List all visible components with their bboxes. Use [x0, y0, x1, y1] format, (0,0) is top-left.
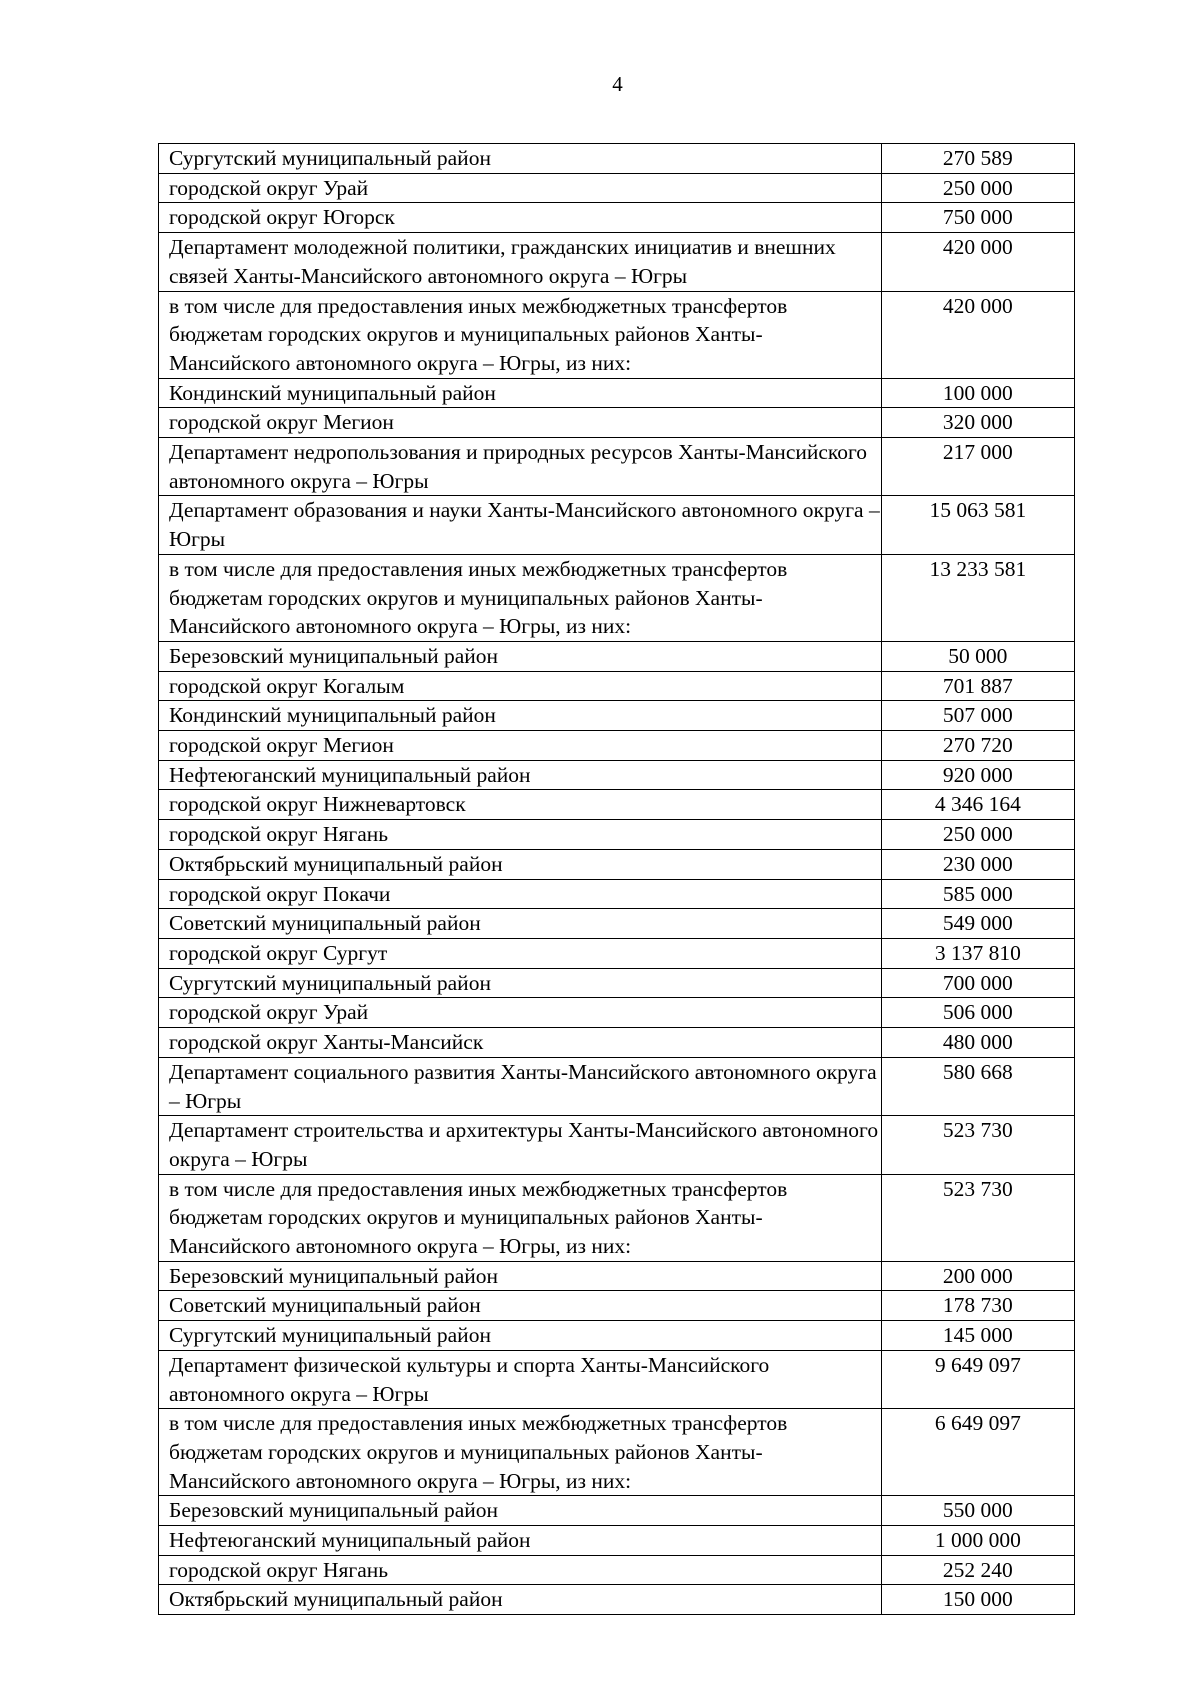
table-row [159, 1555, 1075, 1585]
amount-cell: 420 000 [881, 291, 1074, 378]
recipient-name-cell: городской округ Урай [159, 998, 882, 1028]
amount-cell: 585 000 [881, 879, 1074, 909]
amount-cell: 270 720 [881, 731, 1074, 761]
table-row [159, 938, 1075, 968]
amount-cell: 549 000 [881, 909, 1074, 939]
table-row [159, 144, 1075, 174]
amount-cell: 9 649 097 [881, 1350, 1074, 1408]
amount-cell: 252 240 [881, 1555, 1074, 1585]
table-row [159, 1526, 1075, 1556]
recipient-name-cell: городской округ Когалым [159, 671, 882, 701]
amount-cell: 217 000 [881, 438, 1074, 496]
amount-cell: 420 000 [881, 233, 1074, 291]
table-row [159, 438, 1075, 496]
recipient-name-cell: Департамент недропользования и природных ресурсов Ханты-Мансийского автономного округа – Югры [159, 438, 882, 496]
amount-cell: 1 000 000 [881, 1526, 1074, 1556]
recipient-name-cell: Департамент строительства и архитектуры Ханты-Мансийского автономного округа – Югры [159, 1116, 882, 1174]
amount-cell: 250 000 [881, 173, 1074, 203]
amount-cell: 178 730 [881, 1291, 1074, 1321]
table-row [159, 378, 1075, 408]
recipient-name-cell: Департамент молодежной политики, гражданских инициатив и внешних связей Ханты-Мансийского автономного округа – Югры [159, 233, 882, 291]
table-row [159, 203, 1075, 233]
table-row [159, 1409, 1075, 1496]
recipient-name-cell: Октябрьский муниципальный район [159, 849, 882, 879]
amount-cell: 523 730 [881, 1116, 1074, 1174]
recipient-name-cell: Нефтеюганский муниципальный район [159, 1526, 882, 1556]
table-row [159, 496, 1075, 554]
amount-cell: 145 000 [881, 1321, 1074, 1351]
amount-cell: 230 000 [881, 849, 1074, 879]
recipient-name-cell: городской округ Нижневартовск [159, 790, 882, 820]
recipient-name-cell: Департамент физической культуры и спорта Ханты-Мансийского автономного округа – Югры [159, 1350, 882, 1408]
budget-table [158, 143, 1075, 1615]
amount-cell: 700 000 [881, 968, 1074, 998]
table-row [159, 233, 1075, 291]
amount-cell: 507 000 [881, 701, 1074, 731]
recipient-name-cell: городской округ Урай [159, 173, 882, 203]
table-row [159, 1057, 1075, 1115]
table-row [159, 820, 1075, 850]
amount-cell: 250 000 [881, 820, 1074, 850]
recipient-name-cell: Департамент социального развития Ханты-Мансийского автономного округа – Югры [159, 1057, 882, 1115]
table-row [159, 879, 1075, 909]
table-row [159, 760, 1075, 790]
recipient-name-cell: городской округ Мегион [159, 731, 882, 761]
table-row [159, 1321, 1075, 1351]
amount-cell: 920 000 [881, 760, 1074, 790]
table-row [159, 408, 1075, 438]
amount-cell: 6 649 097 [881, 1409, 1074, 1496]
page-number: 4 [612, 72, 623, 96]
amount-cell: 4 346 164 [881, 790, 1074, 820]
recipient-name-cell: Советский муниципальный район [159, 909, 882, 939]
recipient-name-cell: городской округ Мегион [159, 408, 882, 438]
amount-cell: 150 000 [881, 1585, 1074, 1615]
recipient-name-cell: Сургутский муниципальный район [159, 144, 882, 174]
budget-table-body [159, 144, 1075, 1615]
recipient-name-cell: Сургутский муниципальный район [159, 1321, 882, 1351]
recipient-name-cell: Нефтеюганский муниципальный район [159, 760, 882, 790]
table-row [159, 1028, 1075, 1058]
amount-cell: 13 233 581 [881, 554, 1074, 641]
recipient-name-cell: городской округ Покачи [159, 879, 882, 909]
table-row [159, 1291, 1075, 1321]
table-row [159, 1116, 1075, 1174]
amount-cell: 523 730 [881, 1174, 1074, 1261]
table-row [159, 1496, 1075, 1526]
recipient-name-cell: Березовский муниципальный район [159, 1496, 882, 1526]
table-row [159, 998, 1075, 1028]
amount-cell: 50 000 [881, 641, 1074, 671]
amount-cell: 100 000 [881, 378, 1074, 408]
recipient-name-cell: в том числе для предоставления иных межбюджетных трансфертов бюджетам городских округов и муниципальных районов Ханты-Мансийского автономного округа – Югры, из них: [159, 1174, 882, 1261]
table-row [159, 291, 1075, 378]
amount-cell: 320 000 [881, 408, 1074, 438]
table-row [159, 731, 1075, 761]
amount-cell: 750 000 [881, 203, 1074, 233]
table-row [159, 968, 1075, 998]
table-row [159, 1350, 1075, 1408]
amount-cell: 506 000 [881, 998, 1074, 1028]
table-row [159, 641, 1075, 671]
amount-cell: 701 887 [881, 671, 1074, 701]
table-row [159, 701, 1075, 731]
table-row [159, 849, 1075, 879]
amount-cell: 200 000 [881, 1261, 1074, 1291]
table-row [159, 909, 1075, 939]
table-row [159, 671, 1075, 701]
recipient-name-cell: городской округ Нягань [159, 1555, 882, 1585]
table-row [159, 173, 1075, 203]
recipient-name-cell: в том числе для предоставления иных межбюджетных трансфертов бюджетам городских округов и муниципальных районов Ханты-Мансийского автономного округа – Югры, из них: [159, 554, 882, 641]
recipient-name-cell: в том числе для предоставления иных межбюджетных трансфертов бюджетам городских округов и муниципальных районов Ханты-Мансийского автономного округа – Югры, из них: [159, 291, 882, 378]
amount-cell: 580 668 [881, 1057, 1074, 1115]
table-row [159, 1585, 1075, 1615]
recipient-name-cell: Березовский муниципальный район [159, 1261, 882, 1291]
recipient-name-cell: Кондинский муниципальный район [159, 378, 882, 408]
recipient-name-cell: Департамент образования и науки Ханты-Мансийского автономного округа – Югры [159, 496, 882, 554]
table-row [159, 1174, 1075, 1261]
table-row [159, 1261, 1075, 1291]
recipient-name-cell: Сургутский муниципальный район [159, 968, 882, 998]
recipient-name-cell: городской округ Сургут [159, 938, 882, 968]
amount-cell: 270 589 [881, 144, 1074, 174]
amount-cell: 550 000 [881, 1496, 1074, 1526]
amount-cell: 3 137 810 [881, 938, 1074, 968]
table-row [159, 790, 1075, 820]
recipient-name-cell: Кондинский муниципальный район [159, 701, 882, 731]
recipient-name-cell: в том числе для предоставления иных межбюджетных трансфертов бюджетам городских округов и муниципальных районов Ханты-Мансийского автономного округа – Югры, из них: [159, 1409, 882, 1496]
table-row [159, 554, 1075, 641]
recipient-name-cell: Октябрьский муниципальный район [159, 1585, 882, 1615]
recipient-name-cell: городской округ Ханты-Мансийск [159, 1028, 882, 1058]
amount-cell: 480 000 [881, 1028, 1074, 1058]
recipient-name-cell: Советский муниципальный район [159, 1291, 882, 1321]
recipient-name-cell: городской округ Югорск [159, 203, 882, 233]
amount-cell: 15 063 581 [881, 496, 1074, 554]
recipient-name-cell: городской округ Нягань [159, 820, 882, 850]
recipient-name-cell: Березовский муниципальный район [159, 641, 882, 671]
